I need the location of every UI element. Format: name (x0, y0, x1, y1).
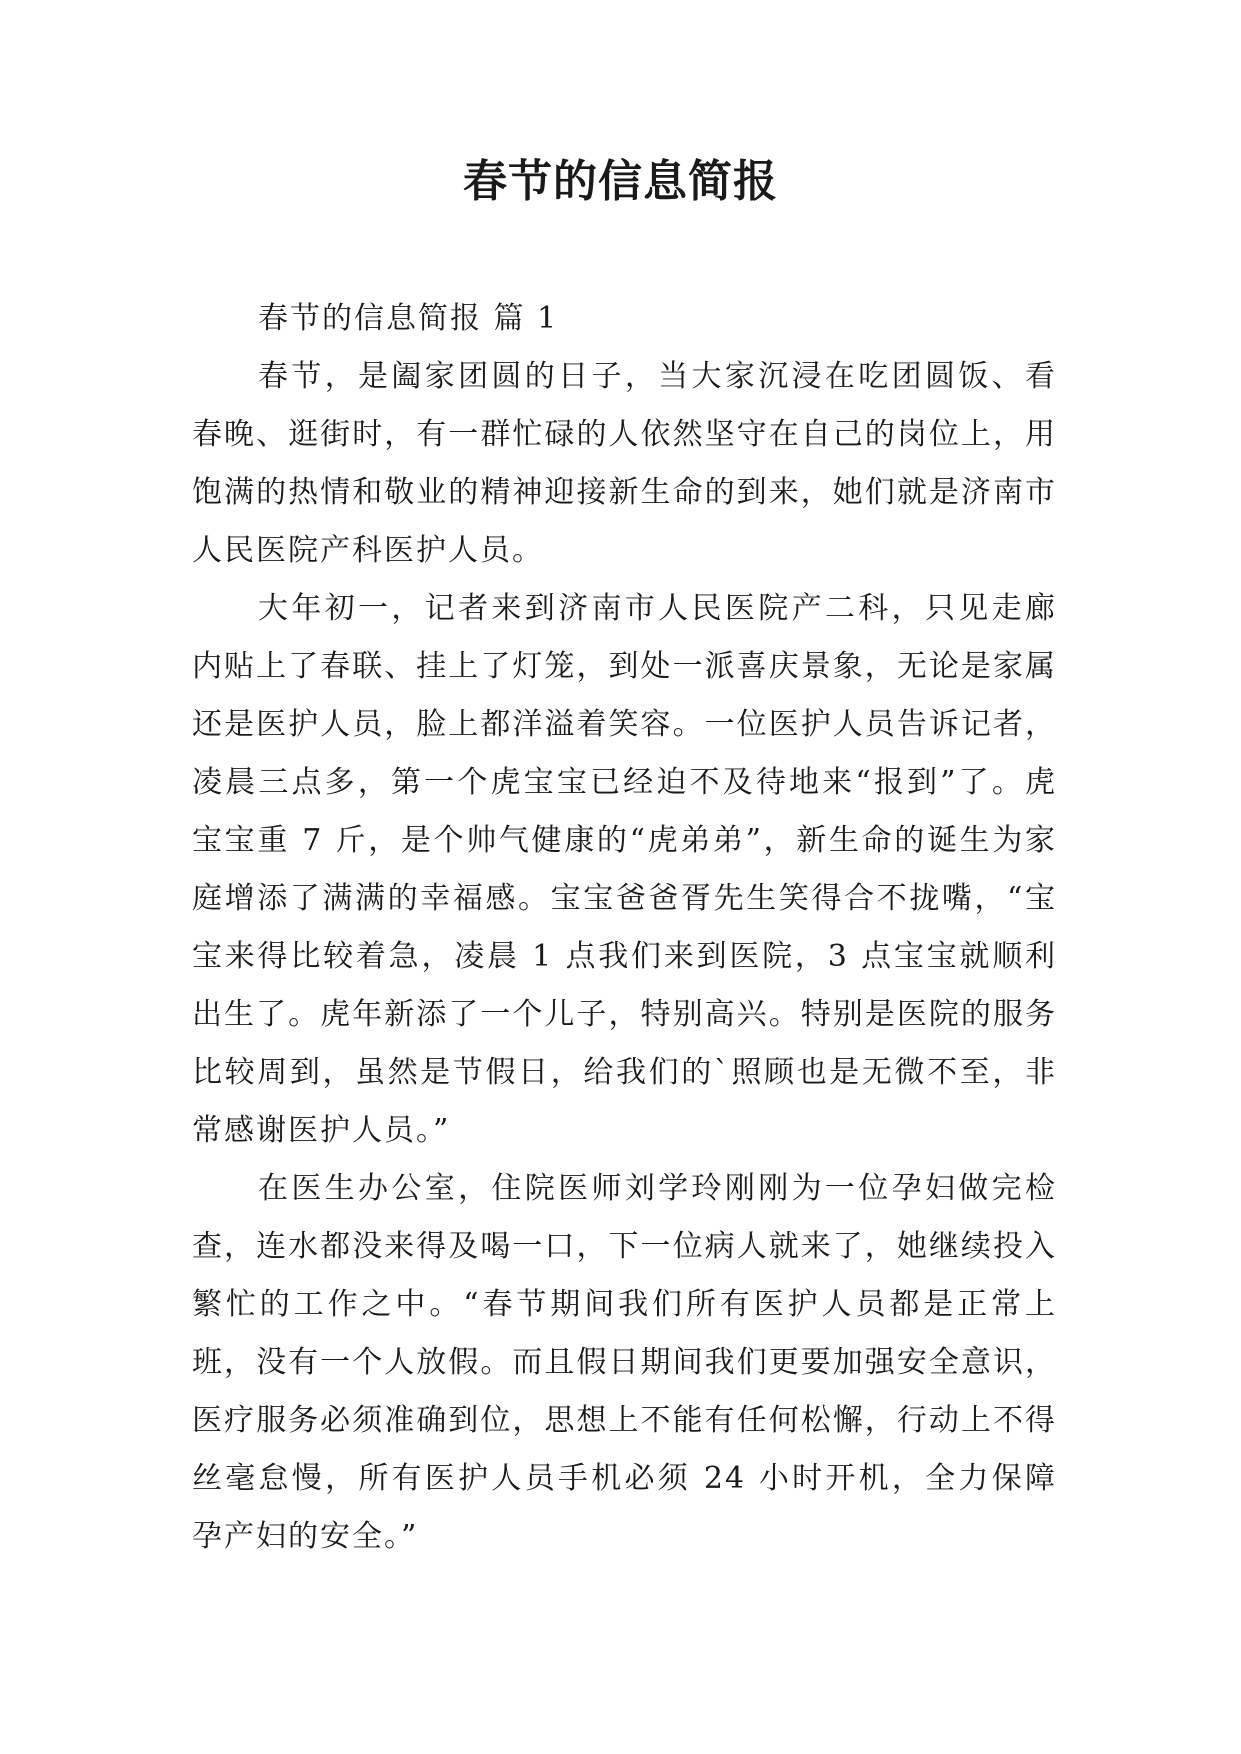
paragraph-3: 在医生办公室，住院医师刘学玲刚刚为一位孕妇做完检查，连水都没来得及喝一口，下一位病人就来了，她继续投入繁忙的工作之中。“春节期间我们所有医护人员都是正常上班，没有一个人放假。而且假日期间我们更要加强安全意识，医疗服务必须准确到位，思想上不能有任何松懈，行动上不得丝毫怠慢，所有医护人员手机必须 24 小时开机，全力保障孕产妇的安全。” (192, 1171, 1057, 1554)
document-title: 春节的信息简报 (463, 156, 778, 207)
paragraph-2: 大年初一，记者来到济南市人民医院产二科，只见走廊内贴上了春联、挂上了灯笼，到处一派喜庆景象，无论是家属还是医护人员，脸上都洋溢着笑容。一位医护人员告诉记者，凌晨三点多，第一个虎宝宝已经迫不及待地来“报到”了。虎宝宝重 7 斤，是个帅气健康的“虎弟弟”，新生命的诞生为家庭增添了满满的幸福感。宝宝爸爸胥先生笑得合不拢嘴，“宝宝来得比较着急，凌晨 1 点我们来到医院，3 点宝宝就顺利出生了。虎年新添了一个儿子，特别高兴。特别是医院的服务比较周到，虽然是节假日，给我们的`照顾也是无微不至，非常感谢医护人员。” (192, 591, 1057, 1148)
document-body (192, 290, 1057, 1566)
section-subheading: 春节的信息简报 篇 1 (258, 301, 559, 336)
paragraph-1: 春节，是阖家团圆的日子，当大家沉浸在吃团圆饭、看春晚、逛街时，有一群忙碌的人依然坚守在自己的岗位上，用饱满的热情和敬业的精神迎接新生命的到来，她们就是济南市人民医院产科医护人员。 (192, 359, 1057, 568)
